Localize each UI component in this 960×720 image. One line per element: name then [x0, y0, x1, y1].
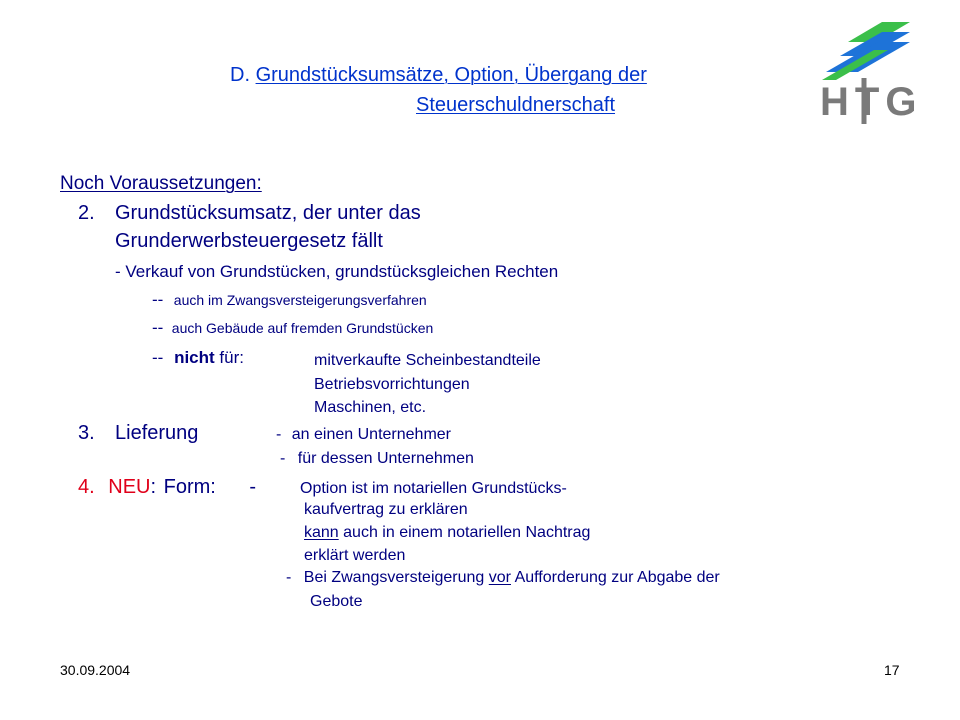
footer-date: 30.09.2004 — [60, 662, 131, 678]
item3-label: Lieferung — [115, 422, 199, 444]
item4-number: 4. — [78, 476, 95, 498]
item2-subsub-1 — [152, 290, 427, 310]
subsub-text: auch im Zwangsversteigerungsverfahren — [173, 292, 427, 308]
point-dash: - — [280, 450, 286, 467]
exclusion-bold: nicht — [174, 348, 215, 367]
item3-point-2 — [280, 450, 474, 468]
page-title — [230, 64, 647, 87]
exclusion-item: mitverkaufte Scheinbestandteile — [314, 352, 541, 369]
title-line2: Steuerschuldnerschaft — [416, 94, 616, 116]
point2-underlined: vor — [488, 569, 511, 586]
item2-exclusion — [152, 348, 244, 368]
item4-line2: kaufvertrag zu erklären — [304, 501, 468, 518]
exclusion-item: Maschinen, etc. — [314, 399, 427, 416]
htg-logo — [818, 18, 923, 128]
subsub-dash: -- — [152, 290, 164, 309]
item4-header — [78, 476, 256, 499]
item4-line1: Option ist im notariellen Grundstücks- — [300, 480, 567, 497]
exclusion-rest: für: — [219, 348, 244, 367]
point2-dash: - — [286, 569, 292, 586]
item3-number: 3. — [78, 422, 95, 444]
item4-new-label: NEU — [108, 476, 151, 498]
section-heading: Noch Voraussetzungen: — [60, 173, 262, 194]
page-title-line2 — [410, 94, 615, 117]
exclusion-list — [314, 349, 541, 420]
item2-line2: Grunderwerbsteuergesetz fällt — [115, 230, 383, 252]
item4-point2 — [286, 569, 720, 587]
item4-line3-rest: auch in einem notariellen Nachtrag — [338, 524, 591, 541]
item2-line1: Grundstücksumsatz, der unter das — [115, 202, 421, 224]
item4-colon: : — [150, 476, 157, 498]
subsub-text: auch Gebäude auf fremden Grundstücken — [171, 320, 434, 336]
title-line1: Grundstücksumsätze, Option, Übergang der — [255, 64, 647, 86]
item3-point-1 — [276, 426, 451, 444]
item2-number: 2. — [78, 202, 95, 224]
subsub-dash: -- — [152, 318, 164, 337]
item2-subsub-2 — [152, 318, 433, 338]
item4-point2-line2: Gebote — [310, 593, 363, 610]
point2-text-a: Bei Zwangsversteigerung — [303, 569, 489, 586]
item4-line4: erklärt werden — [304, 547, 406, 564]
item4-body — [304, 498, 590, 567]
title-prefix: D. — [230, 64, 256, 86]
point-dash: - — [276, 426, 282, 443]
exclusion-dash: -- — [152, 348, 164, 367]
logo-text: HTG — [820, 80, 923, 124]
point-text: für dessen Unternehmen — [297, 450, 474, 467]
item4-line3-underlined: kann — [304, 524, 339, 541]
footer-page-number: 17 — [884, 662, 900, 678]
point2-text-b: Aufforderung zur Abgabe der — [511, 569, 720, 586]
item4-line3 — [304, 521, 590, 544]
item4-form-label: Form: — [163, 476, 216, 498]
item4-dash: - — [249, 476, 257, 498]
item2-sub: - Verkauf von Grundstücken, grundstücksgleichen Rechten — [115, 262, 559, 281]
exclusion-item: Betriebsvorrichtungen — [314, 375, 470, 393]
point-text: an einen Unternehmer — [291, 426, 451, 443]
